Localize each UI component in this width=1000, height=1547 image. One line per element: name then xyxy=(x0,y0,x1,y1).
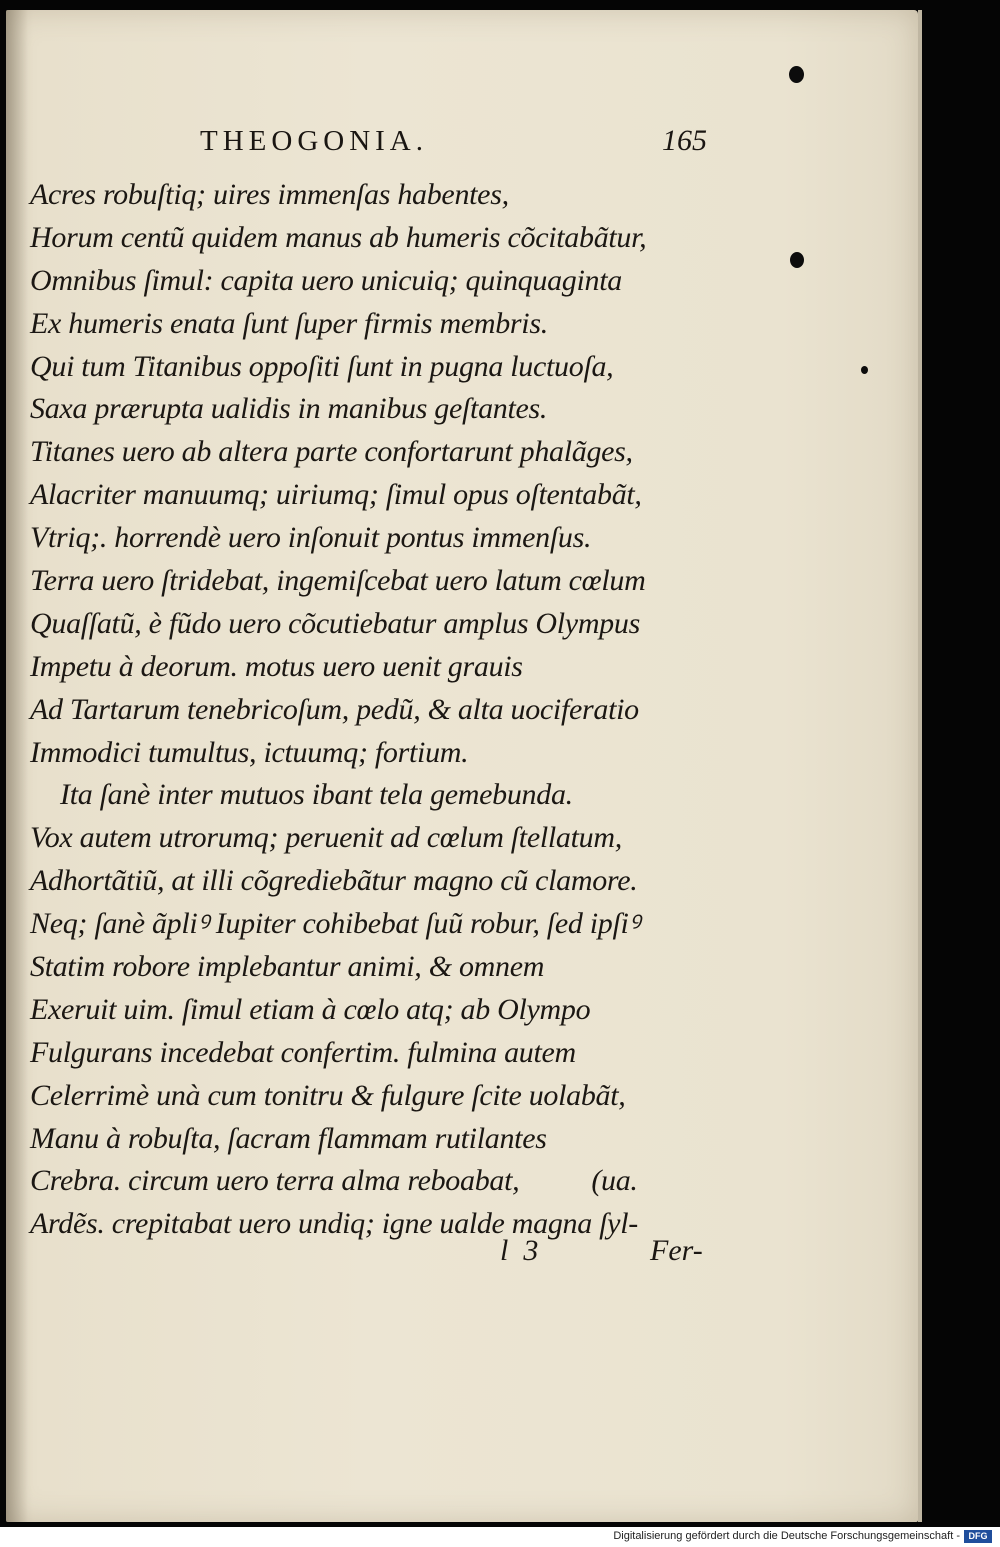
catchword: Fer- xyxy=(650,1234,703,1267)
verse-line: Saxa prærupta ualidis in manibus geſtantes. xyxy=(30,392,548,426)
funding-credit: Digitalisierung gefördert durch die Deutsche Forschungsgemeinschaft - xyxy=(613,1530,960,1542)
verse-line: Terra uero ſtridebat, ingemiſcebat uero latum cœlum xyxy=(30,564,646,598)
verse-line: Ita ſanè inter mutuos ibant tela gemebunda. xyxy=(60,778,573,812)
ink-spot xyxy=(789,66,804,83)
verse-line: Ex humeris enata ſunt ſuper firmis membris. xyxy=(30,306,548,340)
page-edge xyxy=(918,10,922,1522)
verse-line: Vtriq;. horrendè uero inſonuit pontus immenſus. xyxy=(30,521,592,555)
ink-spot xyxy=(861,366,868,374)
verse-line: Celerrimè unà cum tonitru & fulgure ſcite uolabãt, xyxy=(30,1078,626,1112)
verse-line: Exeruit uim. ſimul etiam à cœlo atq; ab Olympo xyxy=(30,992,591,1026)
verse-line: Immodici tumultus, ictuumq; fortium. xyxy=(30,735,469,769)
verse-line: Impetu à deorum. motus uero uenit grauis xyxy=(30,649,523,683)
verse-line: Statim robore implebantur animi, & omnem xyxy=(30,950,545,984)
verse-line: Vox autem utrorumq; peruenit ad cœlum ſtellatum, xyxy=(30,821,622,855)
verse-line: Acres robuſtiq; uires immenſas habentes, xyxy=(30,178,509,211)
dfg-logo-icon: DFG xyxy=(964,1530,992,1543)
verse-list xyxy=(30,174,730,1246)
footer-credit-bar xyxy=(0,1527,1000,1547)
verse-line: Qui tum Titanibus oppoſiti ſunt in pugna luctuoſa, xyxy=(30,349,614,383)
verse-line: Quaſſatũ, è fũdo uero cõcutiebatur amplus Olympus xyxy=(30,606,640,640)
verse-line: Crebra. circum uero terra alma reboabat, (ua. xyxy=(30,1164,638,1198)
verse-line: Neq; ſanè ãpliꝰ Iupiter cohibebat ſuũ robur, ſed ipſiꝰ xyxy=(30,907,640,941)
verse-line: Alacriter manuumq; uiriumq; ſimul opus oſtentabãt, xyxy=(30,478,642,512)
binding-shadow xyxy=(6,10,28,1522)
page-number: 165 xyxy=(662,124,707,157)
verse-line: Titanes uero ab altera parte confortarunt phalãges, xyxy=(30,435,633,469)
verse-line: Manu à robuſta, ſacram flammam rutilantes xyxy=(30,1121,547,1155)
running-head: THEOGONIA. xyxy=(200,125,428,157)
verse-line: Omnibus ſimul: capita uero unicuiq; quinquaginta xyxy=(30,263,622,297)
verse-line: Ad Tartarum tenebricoſum, pedũ, & alta uociferatio xyxy=(30,692,639,726)
signature-mark: l 3 xyxy=(500,1234,539,1267)
verse-line: Horum centũ quidem manus ab humeris cõcitabãtur, xyxy=(30,220,647,254)
verse-line: Ardẽs. crepitabat uero undiq; igne ualde magna ſyl- xyxy=(30,1207,638,1241)
verse-line: Adhortãtiũ, at illi cõgrediebãtur magno cũ clamore. xyxy=(30,864,638,898)
ink-spot xyxy=(790,252,804,268)
verse-line: Fulgurans incedebat confertim. fulmina autem xyxy=(30,1035,576,1069)
